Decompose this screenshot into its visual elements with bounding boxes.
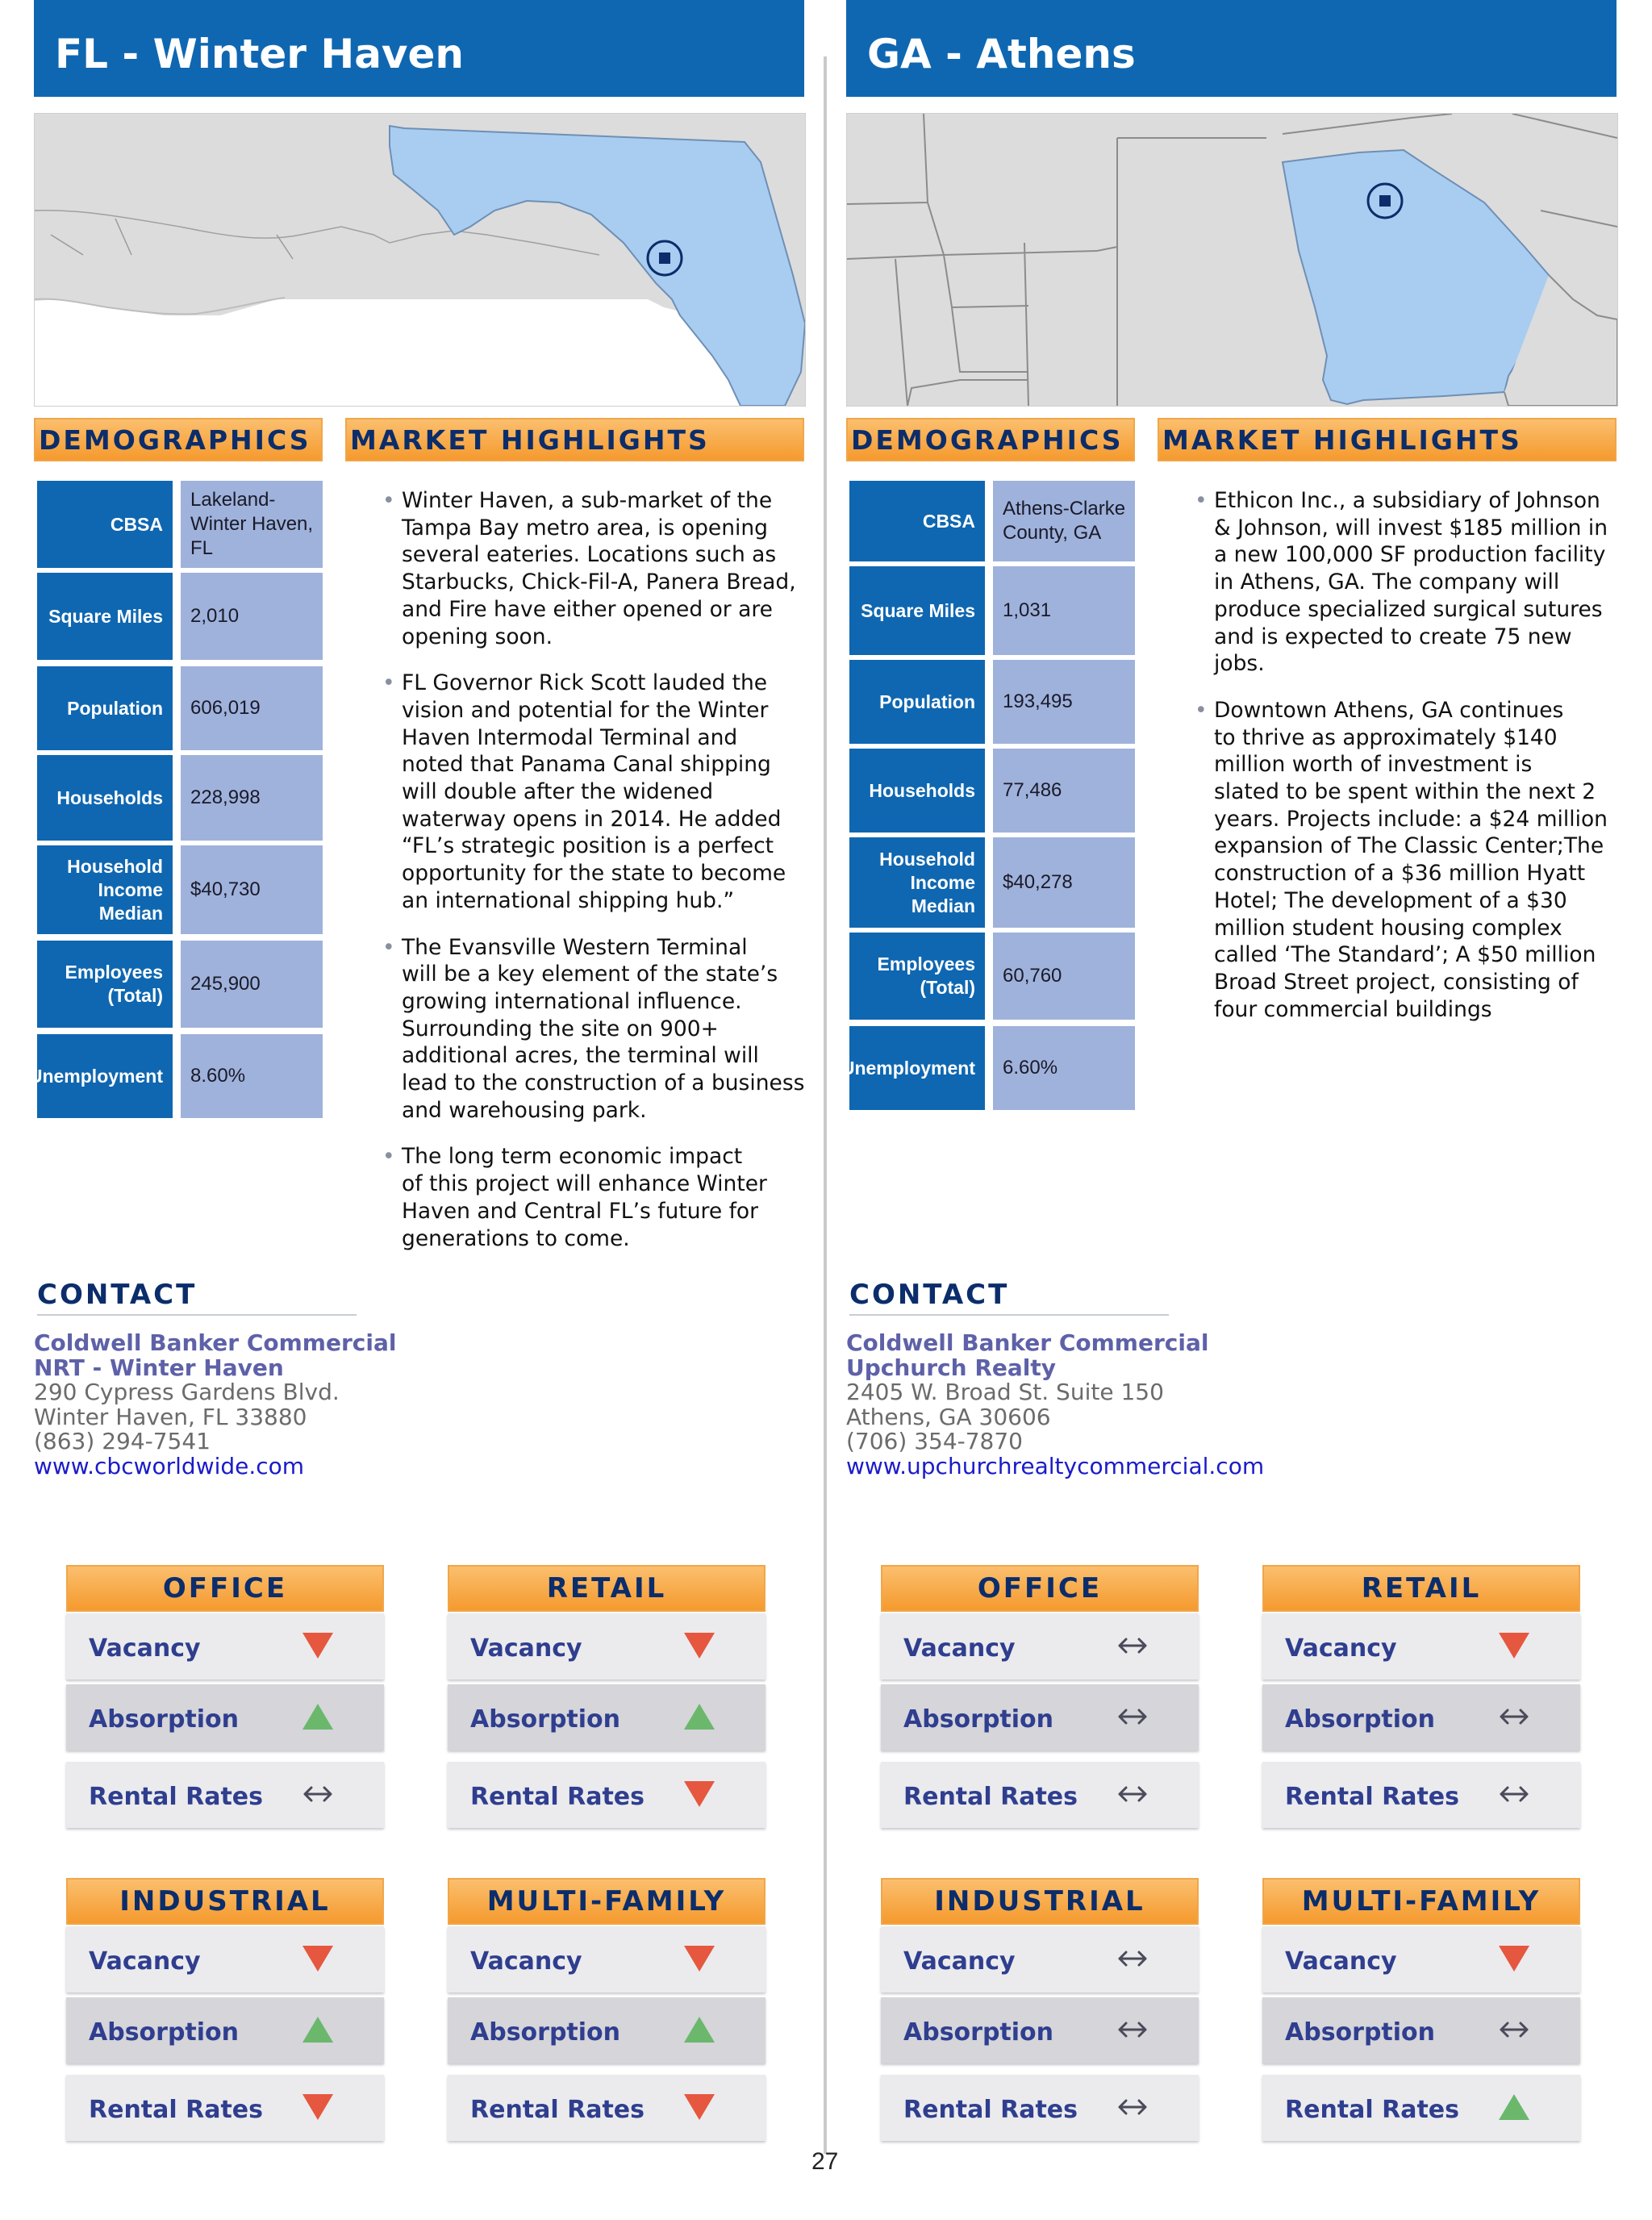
demographics-row-square-miles: [849, 566, 1135, 655]
demographics-row-income-median: [37, 845, 323, 934]
sector-heading: [881, 1878, 1199, 1925]
demographics-label: Unemployment: [849, 1026, 985, 1110]
demographics-value: Lakeland- Winter Haven, FL: [181, 481, 323, 568]
demographics-row-square-miles: [37, 573, 323, 660]
sector-heading-label: MULTI-FAMILY: [1301, 1885, 1541, 1917]
sector-box-industrial: [881, 1878, 1199, 2144]
sector-row-rental-rates: [881, 2075, 1199, 2141]
sector-row-vacancy: [881, 1613, 1199, 1680]
demographics-value: 193,495: [993, 660, 1135, 744]
sector-row-label: Absorption: [89, 2018, 240, 2047]
market-title: GA - Athens: [867, 31, 1136, 77]
sector-row-vacancy: [448, 1926, 766, 1993]
sector-box-retail: [1262, 1565, 1580, 1831]
trend-up-icon: [1496, 2089, 1532, 2125]
sector-row-label: Rental Rates: [903, 2096, 1078, 2124]
demographics-row-unemployment: [841, 1026, 1135, 1110]
sector-heading-label: MULTI-FAMILY: [486, 1885, 727, 1917]
contact-city: Athens, GA 30606: [846, 1403, 1051, 1430]
market-title: FL - Winter Haven: [55, 31, 465, 77]
demographics-value: $40,730: [181, 845, 323, 934]
sector-row-label: Absorption: [89, 1705, 240, 1734]
demographics-heading: DEMOGRAPHICS: [34, 418, 323, 461]
demographics-value: 606,019: [181, 666, 323, 750]
sector-row-label: Rental Rates: [1285, 2096, 1460, 2124]
sector-box-office: [881, 1565, 1199, 1831]
trend-down-icon: [300, 1941, 336, 1976]
trend-up-icon: [682, 2012, 717, 2047]
sector-row-absorption: [881, 1684, 1199, 1751]
sector-row-rental-rates: [66, 1762, 384, 1828]
sector-heading-label: INDUSTRIAL: [934, 1885, 1145, 1917]
demographics-heading: DEMOGRAPHICS: [846, 418, 1135, 461]
sector-row-absorption: [1262, 1997, 1580, 2064]
sector-heading-label: RETAIL: [546, 1572, 667, 1604]
sector-heading-label: OFFICE: [977, 1572, 1103, 1604]
sector-row-rental-rates: [66, 2075, 384, 2141]
sector-row-absorption: [448, 1684, 766, 1751]
sector-box-multi-family: [448, 1878, 766, 2144]
sector-row-label: Rental Rates: [470, 1783, 645, 1811]
contact-city: Winter Haven, FL 33880: [34, 1403, 307, 1430]
demographics-row-cbsa: [849, 481, 1135, 561]
sector-row-label: Vacancy: [1285, 1947, 1397, 1976]
contact-phone: (863) 294-7541: [34, 1428, 211, 1454]
sector-box-industrial: [66, 1878, 384, 2144]
demographics-row-population: [37, 666, 323, 750]
highlight-item: • The long term economic impact of this project will enhance Winter Haven and Central FL’s future for generations to come.: [382, 1143, 818, 1252]
trend-flat-icon: [1115, 1776, 1150, 1812]
trend-down-icon: [1496, 1628, 1532, 1663]
sector-heading-label: OFFICE: [162, 1572, 288, 1604]
sector-row-label: Vacancy: [89, 1947, 201, 1976]
trend-flat-icon: [1496, 1776, 1532, 1812]
sector-heading-label: INDUSTRIAL: [119, 1885, 331, 1917]
sector-row-label: Absorption: [1285, 1705, 1436, 1734]
sector-row-label: Vacancy: [903, 1947, 1016, 1976]
sector-row-vacancy: [1262, 1926, 1580, 1993]
trend-flat-icon: [1115, 2012, 1150, 2047]
demographics-label: Household Income Median: [849, 837, 985, 928]
trend-down-icon: [300, 1628, 336, 1663]
georgia-map: [846, 113, 1618, 407]
sector-heading: [66, 1878, 384, 1925]
market-header: [846, 0, 1617, 97]
sector-row-rental-rates: [1262, 1762, 1580, 1828]
demographics-row-employees: [37, 941, 323, 1028]
demographics-label: Employees (Total): [37, 941, 173, 1028]
sector-row-label: Absorption: [1285, 2018, 1436, 2047]
sector-box-retail: [448, 1565, 766, 1831]
sector-row-rental-rates: [448, 1762, 766, 1828]
market-column-ga: [841, 0, 1617, 1533]
sector-row-label: Absorption: [903, 1705, 1054, 1734]
demographics-row-households: [849, 749, 1135, 832]
sector-row-absorption: [1262, 1684, 1580, 1751]
demographics-label: Unemployment: [37, 1034, 173, 1118]
contact-firm: Coldwell Banker Commercial: [846, 1329, 1209, 1356]
sector-row-absorption: [881, 1997, 1199, 2064]
sector-heading: [1262, 1878, 1580, 1925]
market-highlights-list: [1195, 487, 1630, 1042]
sector-row-label: Rental Rates: [470, 2096, 645, 2124]
sector-heading-label: RETAIL: [1361, 1572, 1482, 1604]
contact-website-link[interactable]: www.cbcworldwide.com: [34, 1452, 305, 1479]
trend-down-icon: [682, 2089, 717, 2125]
market-highlights-list: [382, 487, 818, 1271]
demographics-row-income-median: [849, 837, 1135, 928]
demographics-row-cbsa: [37, 481, 323, 568]
demographics-row-population: [849, 660, 1135, 744]
demographics-value: $40,278: [993, 837, 1135, 928]
demographics-label: Households: [37, 755, 173, 841]
highlight-item: • FL Governor Rick Scott lauded the vision and potential for the Winter Haven Intermodal Terminal and noted that Panama Canal shipping will double after the widened waterway opens in 2014. He added “FL’s strategic position is a perfect opportunity for the state to become an international shipping hub.”: [382, 670, 818, 914]
trend-down-icon: [682, 1628, 717, 1663]
demographics-value: 8.60%: [181, 1034, 323, 1118]
contact-website-link[interactable]: www.upchurchrealtycommercial.com: [846, 1452, 1265, 1479]
demographics-value: 245,900: [181, 941, 323, 1028]
demographics-row-employees: [849, 933, 1135, 1020]
trend-up-icon: [682, 1699, 717, 1734]
sector-row-absorption: [448, 1997, 766, 2064]
trend-flat-icon: [1496, 1699, 1532, 1734]
demographics-value: Athens-Clarke County, GA: [993, 481, 1135, 561]
sector-row-label: Vacancy: [903, 1634, 1016, 1663]
demographics-value: 77,486: [993, 749, 1135, 832]
sector-row-label: Rental Rates: [903, 1783, 1078, 1811]
contact-heading: CONTACT: [849, 1279, 1169, 1316]
trend-flat-icon: [1115, 1628, 1150, 1663]
sector-row-label: Vacancy: [470, 1634, 582, 1663]
demographics-value: 228,998: [181, 755, 323, 841]
contact-firm: Coldwell Banker Commercial: [34, 1329, 397, 1356]
sector-row-label: Rental Rates: [89, 1783, 264, 1811]
demographics-value: 1,031: [993, 566, 1135, 655]
sector-row-absorption: [66, 1684, 384, 1751]
sector-heading: [881, 1565, 1199, 1612]
demographics-label: Households: [849, 749, 985, 832]
trend-flat-icon: [1115, 1941, 1150, 1976]
contact-firm-branch: NRT - Winter Haven: [34, 1354, 284, 1381]
sector-box-multi-family: [1262, 1878, 1580, 2144]
sector-heading: [448, 1878, 766, 1925]
contact-block: [846, 1331, 1264, 1479]
sector-row-label: Vacancy: [470, 1947, 582, 1976]
highlight-item: • Downtown Athens, GA continues to thrive as approximately $140 million worth of investment is slated to be spent within the next 2 years. Projects include: a $24 million expansion of The Classic Center;The construction of a $36 million Hyatt Hotel; The development of a $30 million student housing complex called ‘The Standard’; A $50 million Broad Street project, consisting of four commercial buildings: [1195, 697, 1630, 1023]
sector-row-label: Vacancy: [1285, 1634, 1397, 1663]
sector-row-label: Rental Rates: [1285, 1783, 1460, 1811]
sector-row-label: Vacancy: [89, 1634, 201, 1663]
trend-down-icon: [682, 1776, 717, 1812]
sector-row-vacancy: [448, 1613, 766, 1680]
demographics-label: Employees (Total): [849, 933, 985, 1020]
page-number: 27: [811, 2148, 839, 2175]
sector-row-vacancy: [66, 1926, 384, 1993]
sector-row-label: Absorption: [903, 2018, 1054, 2047]
demographics-label: CBSA: [849, 481, 985, 561]
sector-row-rental-rates: [1262, 2075, 1580, 2141]
demographics-value: 6.60%: [993, 1026, 1135, 1110]
sector-row-vacancy: [1262, 1613, 1580, 1680]
sector-row-label: Absorption: [470, 1705, 621, 1734]
demographics-row-unemployment: [28, 1034, 323, 1118]
market-highlights-heading: MARKET HIGHLIGHTS: [1158, 418, 1617, 461]
demographics-row-households: [37, 755, 323, 841]
sector-row-vacancy: [881, 1926, 1199, 1993]
trend-flat-icon: [1115, 1699, 1150, 1734]
contact-heading: CONTACT: [37, 1279, 357, 1316]
contact-address: 290 Cypress Gardens Blvd.: [34, 1379, 340, 1405]
demographics-label: Square Miles: [849, 566, 985, 655]
sector-heading: [448, 1565, 766, 1612]
sector-heading: [1262, 1565, 1580, 1612]
trend-down-icon: [300, 2089, 336, 2125]
trend-flat-icon: [1496, 2012, 1532, 2047]
demographics-label: CBSA: [37, 481, 173, 568]
sector-box-office: [66, 1565, 384, 1831]
trend-down-icon: [1496, 1941, 1532, 1976]
trend-up-icon: [300, 1699, 336, 1734]
market-header: [34, 0, 804, 97]
demographics-label: Household Income Median: [37, 845, 173, 934]
contact-block: [34, 1331, 396, 1479]
demographics-label: Population: [37, 666, 173, 750]
sector-heading: [66, 1565, 384, 1612]
florida-map: [34, 113, 806, 407]
column-divider: [824, 56, 827, 2154]
sector-row-vacancy: [66, 1613, 384, 1680]
demographics-value: 2,010: [181, 573, 323, 660]
market-column-fl: [28, 0, 805, 1533]
demographics-label: Population: [849, 660, 985, 744]
highlight-item: • Winter Haven, a sub-market of the Tampa Bay metro area, is opening several eateries. Locations such as Starbucks, Chick-Fil-A, Panera Bread, and Fire have either opened or are opening soon.: [382, 487, 818, 650]
trend-up-icon: [300, 2012, 336, 2047]
sector-row-label: Absorption: [470, 2018, 621, 2047]
highlight-item: • The Evansville Western Terminal will be a key element of the state’s growing international influence. Surrounding the site on 900+ additional acres, the terminal will lead to the construction of a business and warehousing park.: [382, 934, 818, 1125]
demographics-label: Square Miles: [37, 573, 173, 660]
highlight-item: • Ethicon Inc., a subsidiary of Johnson & Johnson, will invest $185 million in a new 100,000 SF production facility in Athens, GA. The company will produce specialized surgical sutures and is expected to create 75 new jobs.: [1195, 487, 1630, 678]
trend-down-icon: [682, 1941, 717, 1976]
trend-flat-icon: [300, 1776, 336, 1812]
trend-flat-icon: [1115, 2089, 1150, 2125]
contact-address: 2405 W. Broad St. Suite 150: [846, 1379, 1164, 1405]
sector-row-rental-rates: [448, 2075, 766, 2141]
demographics-value: 60,760: [993, 933, 1135, 1020]
sector-row-absorption: [66, 1997, 384, 2064]
market-highlights-heading: MARKET HIGHLIGHTS: [345, 418, 804, 461]
contact-phone: (706) 354-7870: [846, 1428, 1023, 1454]
contact-firm-branch: Upchurch Realty: [846, 1354, 1057, 1381]
sector-row-rental-rates: [881, 1762, 1199, 1828]
sector-row-label: Rental Rates: [89, 2096, 264, 2124]
